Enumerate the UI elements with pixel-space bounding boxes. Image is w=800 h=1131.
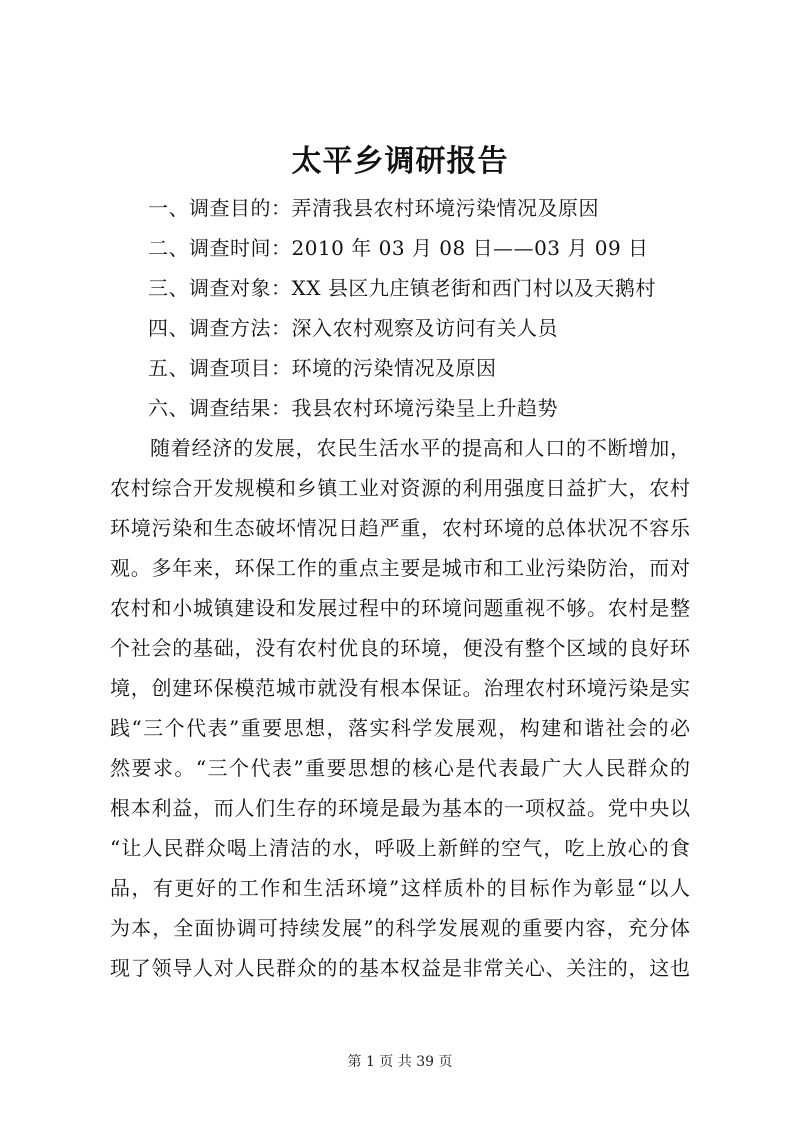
paragraph-line: 品，有更好的工作和生活环境”这样质朴的目标作为彰显“以人: [110, 876, 690, 900]
paragraph-line: 环境污染和生态破坏情况日趋严重，农村环境的总体状况不容乐: [110, 516, 690, 540]
paragraph-line: 境，创建环保模范城市就没有根本保证。治理农村环境污染是实: [110, 676, 690, 700]
survey-item-purpose: 一、调查目的：弄清我县农村环境污染情况及原因: [148, 196, 599, 220]
body-paragraph: [110, 428, 690, 988]
paragraph-line: 践“三个代表”重要思想，落实科学发展观，构建和谐社会的必: [110, 716, 690, 740]
survey-item-project: 五、调查项目：环境的污染情况及原因: [148, 356, 497, 380]
survey-item-method: 四、调查方法：深入农村观察及访问有关人员: [148, 316, 558, 340]
paragraph-line: 现了领导人对人民群众的的基本权益是非常关心、关注的，这也: [110, 956, 690, 980]
paragraph-line: 根本利益，而人们生存的环境是最为基本的一项权益。党中央以: [110, 796, 690, 820]
document-title: 太平乡调研报告: [291, 144, 509, 179]
paragraph-line: 观。多年来，环保工作的重点主要是城市和工业污染防治，而对: [110, 556, 690, 580]
paragraph-line: 农村和小城镇建设和发展过程中的环境问题重视不够。农村是整: [110, 596, 690, 620]
paragraph-line: 个社会的基础，没有农村优良的环境，便没有整个区域的良好环: [110, 636, 690, 660]
paragraph-line: 然要求。“三个代表”重要思想的核心是代表最广大人民群众的: [110, 756, 690, 780]
paragraph-line: 随着经济的发展，农民生活水平的提高和人口的不断增加，: [150, 436, 690, 460]
survey-item-subject: 三、调查对象：XX 县区九庄镇老街和西门村以及天鹅村: [148, 276, 656, 300]
paragraph-line: 为本，全面协调可持续发展”的科学发展观的重要内容，充分体: [110, 916, 690, 940]
paragraph-line: “让人民群众喝上清洁的水，呼吸上新鲜的空气，吃上放心的食: [110, 836, 690, 860]
survey-items: [148, 188, 748, 428]
survey-item-time: 二、调查时间：2010 年 03 月 08 日——03 月 09 日: [148, 236, 649, 260]
survey-item-result: 六、调查结果：我县农村环境污染呈上升趋势: [148, 396, 558, 420]
page-footer: 第 1 页 共 39 页: [347, 1054, 453, 1070]
paragraph-line: 农村综合开发规模和乡镇工业对资源的利用强度日益扩大，农村: [110, 476, 690, 500]
